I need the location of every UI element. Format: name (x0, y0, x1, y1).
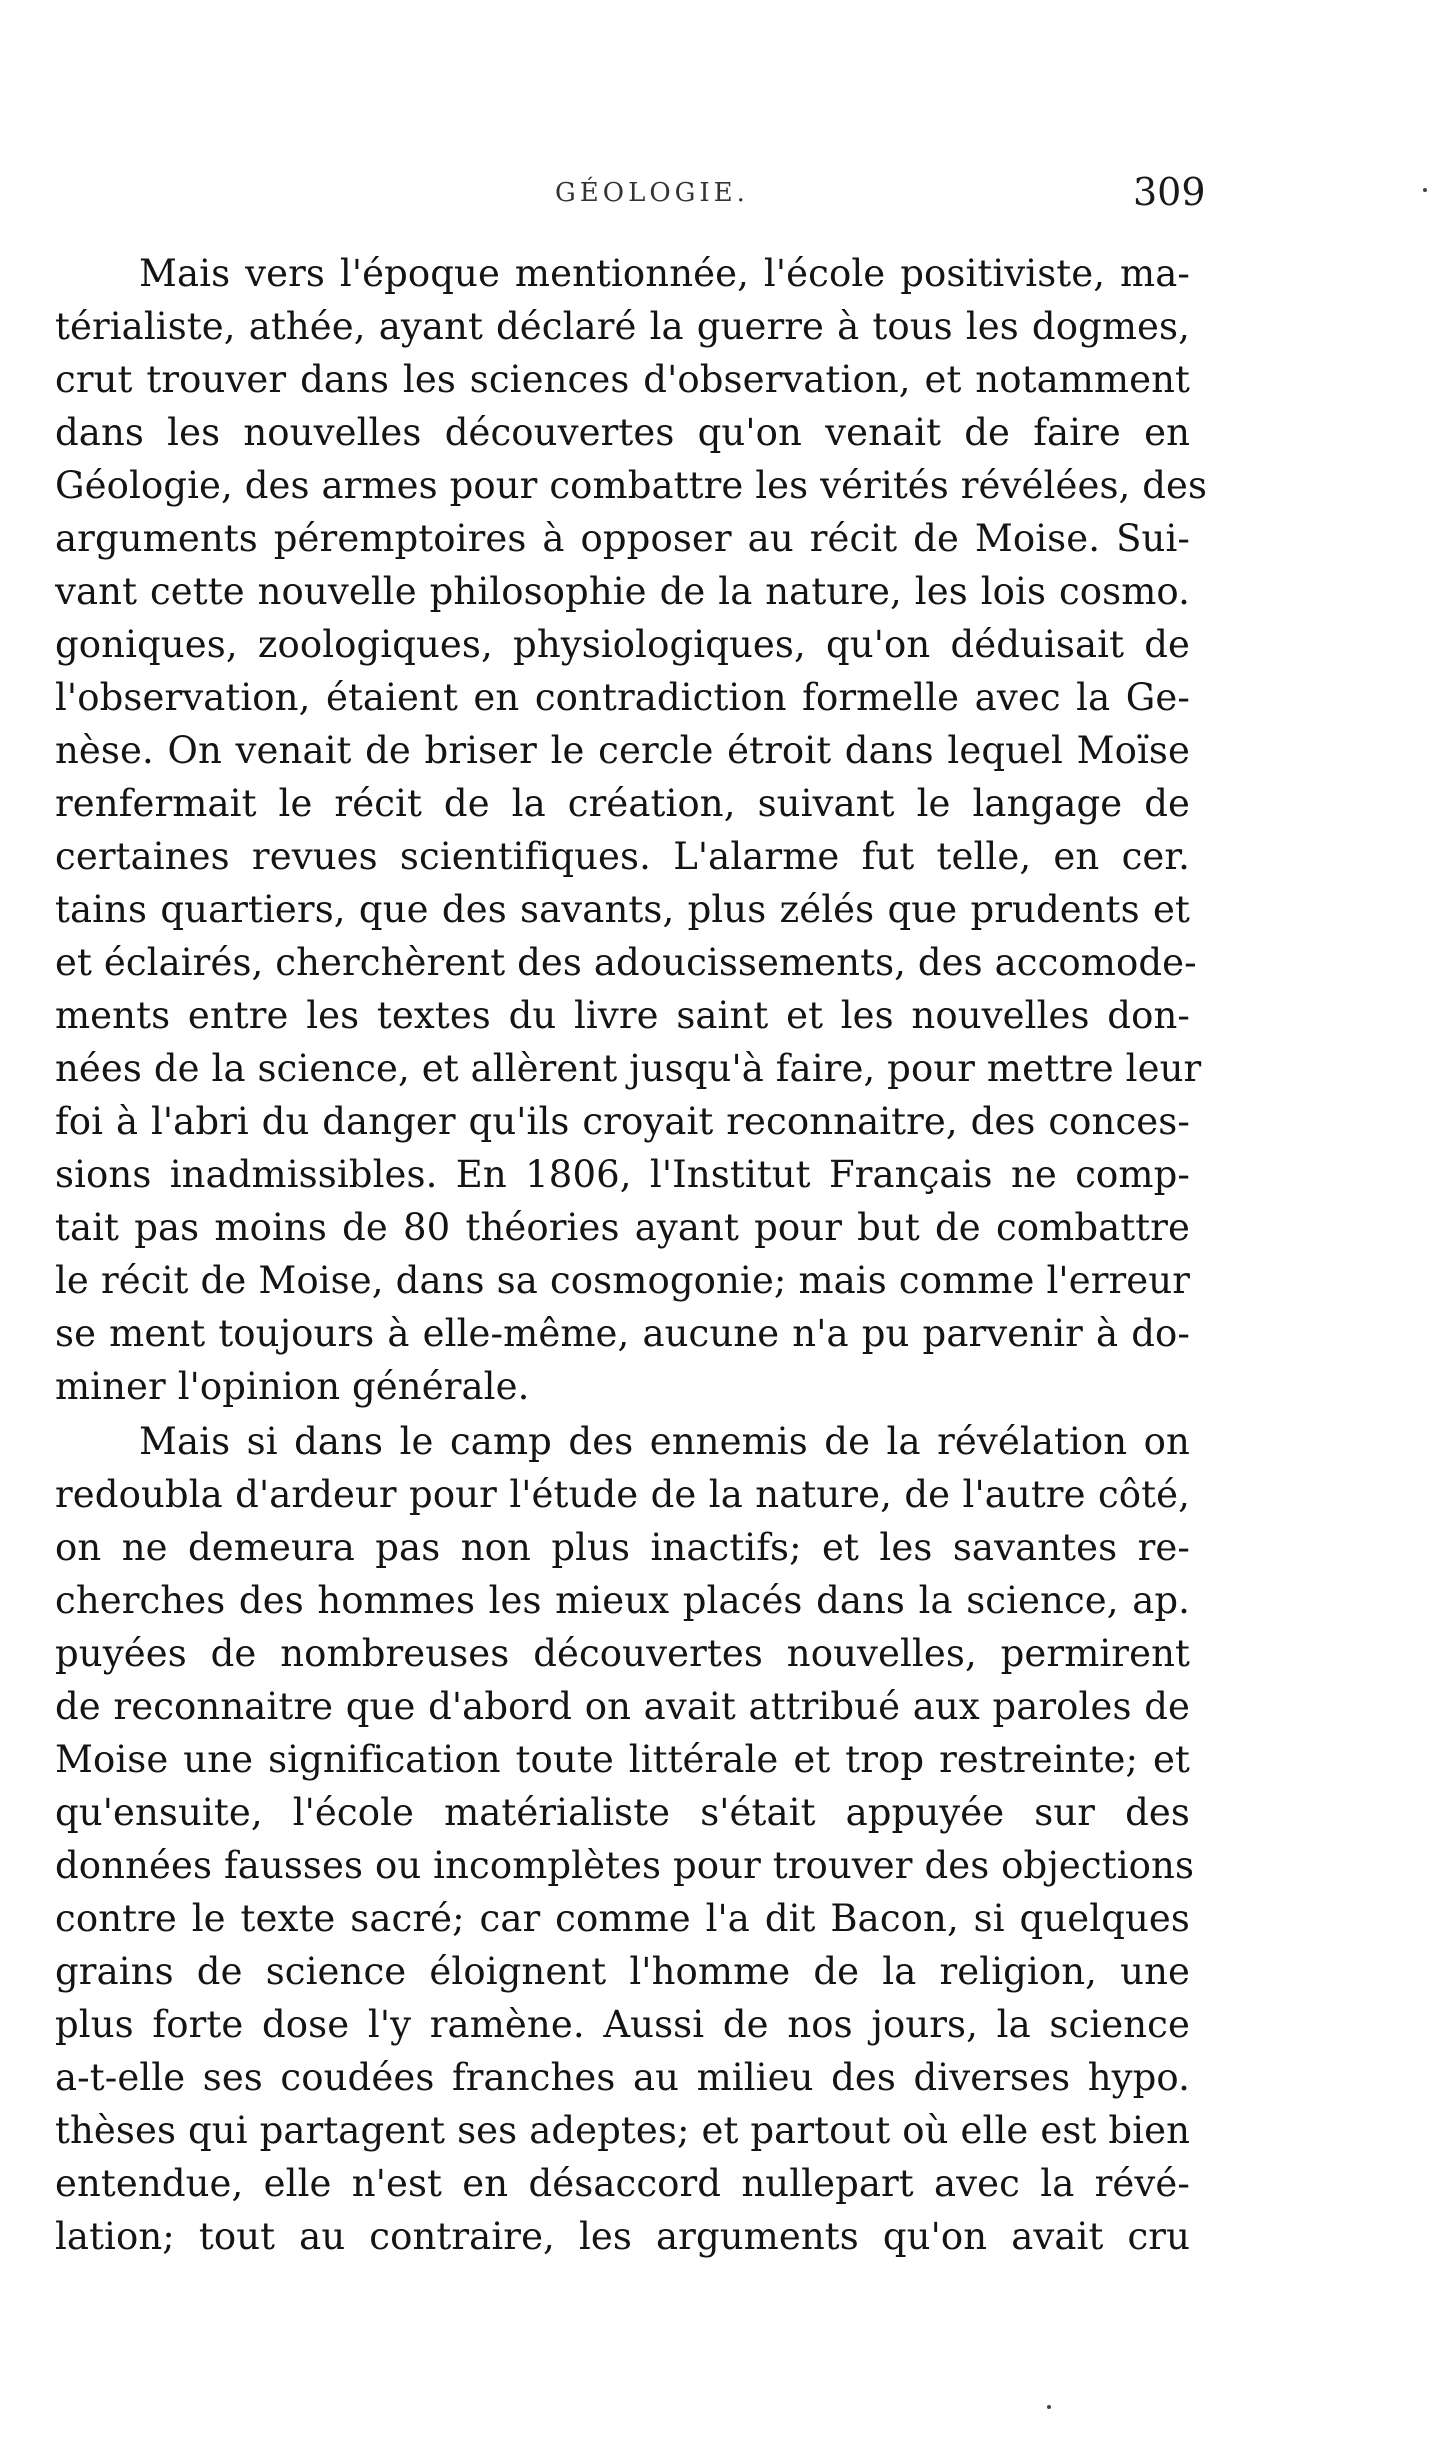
text-line: se ment toujours à elle-même, aucune n'a pu parvenir à do- (55, 1312, 1190, 1355)
text-line: arguments péremptoires à opposer au récit de Moise. Sui- (55, 517, 1190, 560)
text-line: cherches des hommes les mieux placés dans la science, ap. (55, 1579, 1190, 1622)
text-line: tains quartiers, que des savants, plus zélés que prudents et (55, 888, 1190, 931)
text-line: redoubla d'ardeur pour l'étude de la nature, de l'autre côté, (55, 1473, 1190, 1516)
text-line: Mais vers l'époque mentionnée, l'école positiviste, ma- (139, 252, 1190, 295)
text-line: foi à l'abri du danger qu'ils croyait reconnaitre, des conces- (55, 1100, 1190, 1143)
text-line: contre le texte sacré; car comme l'a dit Bacon, si quelques (55, 1897, 1190, 1940)
running-header (0, 170, 1444, 220)
text-line: le récit de Moise, dans sa cosmogonie; mais comme l'erreur (55, 1259, 1190, 1302)
text-line: tait pas moins de 80 théories ayant pour but de combattre (55, 1206, 1190, 1249)
scan-speck (1423, 188, 1427, 192)
text-line: ments entre les textes du livre saint et les nouvelles don- (55, 994, 1190, 1037)
text-line: de reconnaitre que d'abord on avait attribué aux paroles de (55, 1685, 1190, 1728)
text-line: lation; tout au contraire, les arguments qu'on avait cru (55, 2215, 1190, 2258)
text-line: l'observation, étaient en contradiction formelle avec la Ge- (55, 676, 1190, 719)
text-line: goniques, zoologiques, physiologiques, qu'on déduisait de (55, 623, 1190, 666)
text-line: sions inadmissibles. En 1806, l'Institut Français ne comp- (55, 1153, 1190, 1196)
scan-speck (1047, 2405, 1051, 2409)
page-number: 309 (1133, 170, 1206, 214)
text-line: vant cette nouvelle philosophie de la nature, les lois cosmo. (55, 570, 1190, 613)
text-line: qu'ensuite, l'école matérialiste s'était appuyée sur des (55, 1791, 1190, 1834)
text-line: thèses qui partagent ses adeptes; et partout où elle est bien (55, 2109, 1190, 2152)
text-line: Géologie, des armes pour combattre les vérités révélées, des (55, 464, 1208, 507)
text-line: dans les nouvelles découvertes qu'on venait de faire en (55, 411, 1190, 454)
text-line: certaines revues scientifiques. L'alarme fut telle, en cer. (55, 835, 1190, 878)
text-line: données fausses ou incomplètes pour trouver des objections (55, 1844, 1195, 1887)
running-title: GÉOLOGIE. (555, 178, 749, 208)
text-line: plus forte dose l'y ramène. Aussi de nos jours, la science (55, 2003, 1190, 2046)
text-line: entendue, elle n'est en désaccord nullepart avec la révé- (55, 2162, 1190, 2205)
text-line: nées de la science, et allèrent jusqu'à faire, pour mettre leur (55, 1047, 1202, 1090)
text-line: on ne demeura pas non plus inactifs; et les savantes re- (55, 1526, 1190, 1569)
text-line: et éclairés, cherchèrent des adoucissements, des accomode- (55, 941, 1197, 984)
text-line: grains de science éloignent l'homme de la religion, une (55, 1950, 1190, 1993)
text-line: Moise une signification toute littérale et trop restreinte; et (55, 1738, 1190, 1781)
paragraph-1 (55, 247, 1208, 1413)
paragraph-2 (55, 1415, 1195, 2263)
text-line: térialiste, athée, ayant déclaré la guerre à tous les dogmes, (55, 305, 1190, 348)
text-line: puyées de nombreuses découvertes nouvelles, permirent (55, 1632, 1190, 1675)
text-line: nèse. On venait de briser le cercle étroit dans lequel Moïse (55, 729, 1190, 772)
text-line: crut trouver dans les sciences d'observation, et notamment (55, 358, 1190, 401)
text-line: renfermait le récit de la création, suivant le langage de (55, 782, 1190, 825)
text-line: miner l'opinion générale. (55, 1365, 530, 1408)
text-line: a-t-elle ses coudées franches au milieu des diverses hypo. (55, 2056, 1190, 2099)
text-line: Mais si dans le camp des ennemis de la révélation on (139, 1420, 1190, 1463)
